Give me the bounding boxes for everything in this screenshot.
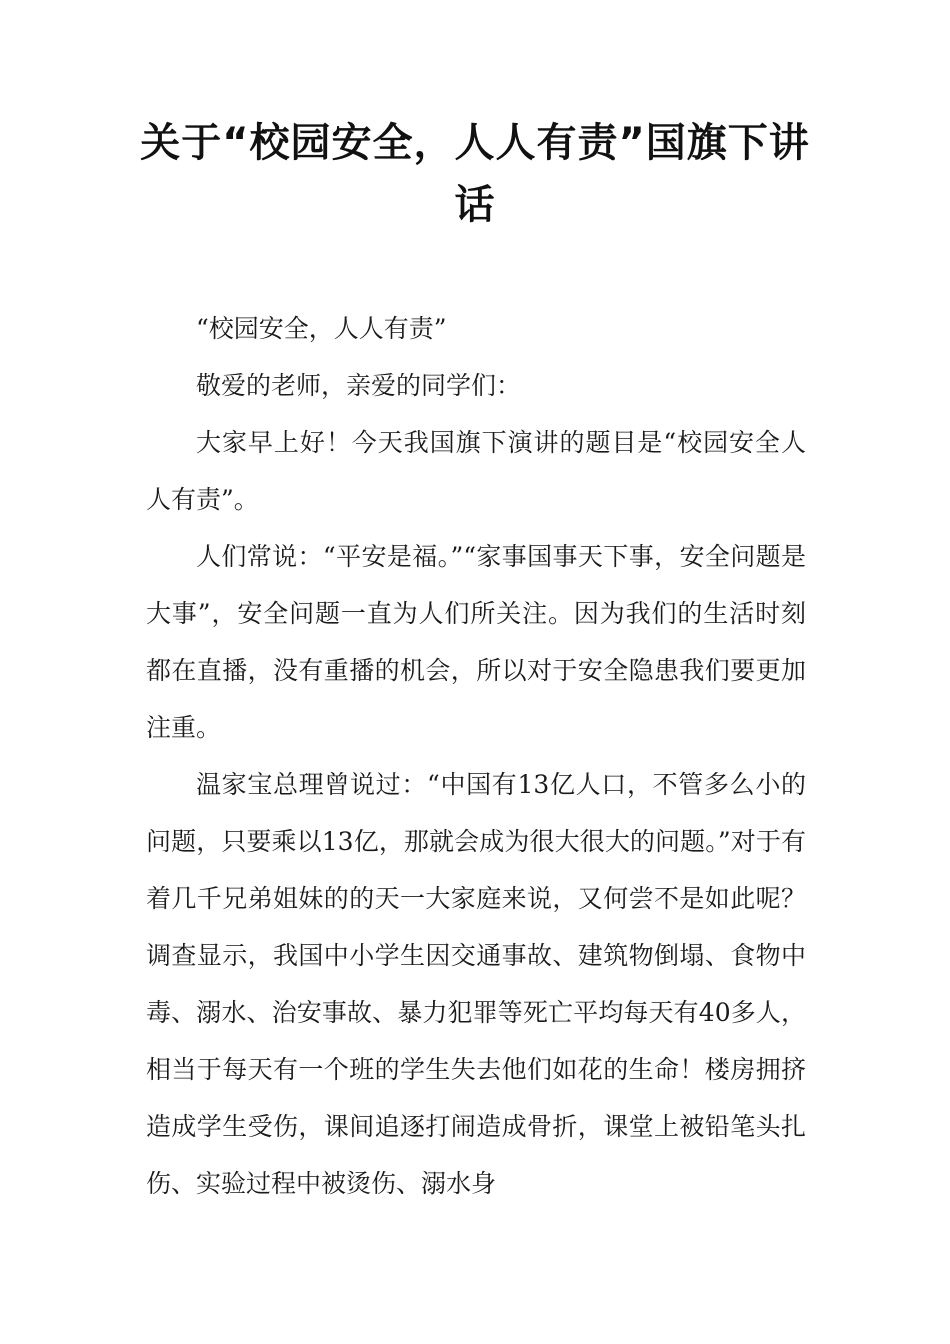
paragraph-subtitle: “校园安全，人人有责” <box>196 314 447 343</box>
paragraph-statistics: 温家宝总理曾说过：“中国有13亿人口，不管多么小的问题，只要乘以13亿，那就会成为很大很大的问题。”对于有着几千兄弟姐妹的的天一大家庭来说，又何尝不是如此呢？ 调查显示，我国中小学生因交通事故、建筑物倒塌、食物中毒、溺水、治安事故、暴力犯罪等死亡平均每天有40多人，相当于每天有一个班的学生失去他们如花的生命！楼房拥挤造成学生受伤，课间追逐打闹造成骨折，课堂上被铅笔头扎伤、实验过程中被烫伤、溺水身 <box>146 770 806 1198</box>
document-title: 关于“校园安全，人人有责”国旗下讲话 <box>140 120 810 228</box>
paragraph-opening: 大家早上好！今天我国旗下演讲的题目是“校园安全人人有责”。 <box>146 428 806 514</box>
document-body <box>146 300 806 1212</box>
paragraph-greeting: 敬爱的老师，亲爱的同学们： <box>196 371 522 400</box>
paragraph-saying: 人们常说：“平安是福。”“家事国事天下事，安全问题是大事”，安全问题一直为人们所关注。因为我们的生活时刻都在直播，没有重播的机会，所以对于安全隐患我们要更加注重。 <box>146 542 806 742</box>
